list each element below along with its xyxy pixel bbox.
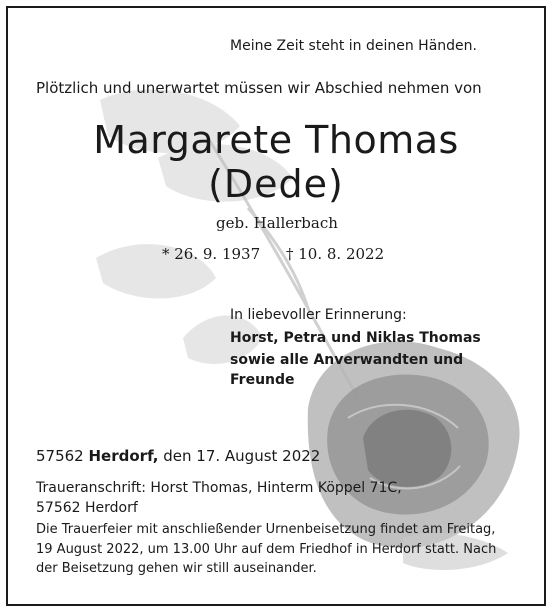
- funeral-note-line: der Beisetzung gehen wir still auseinander.: [36, 561, 317, 576]
- city: Herdorf,: [88, 447, 159, 465]
- postcode: 57562: [36, 447, 84, 465]
- mourning-address: Traueranschrift: Horst Thomas, Hinterm Köppel 71C,: [36, 480, 402, 496]
- family-line: Freunde: [230, 372, 295, 388]
- memory-line: In liebevoller Erinnerung:: [230, 307, 407, 323]
- obituary-notice: [6, 6, 546, 606]
- funeral-note-line: 19 August 2022, um 13.00 Uhr auf dem Friedhof in Herdorf statt. Nach: [36, 542, 497, 557]
- intro-line: Plötzlich und unerwartet müssen wir Abschied nehmen von: [36, 79, 482, 97]
- family-line: sowie alle Anverwandten und: [230, 352, 464, 368]
- maiden-name: geb. Hallerbach: [216, 214, 338, 232]
- death-date: † 10. 8. 2022: [286, 245, 385, 263]
- motto: Meine Zeit steht in deinen Händen.: [230, 38, 477, 54]
- birth-date: * 26. 9. 1937: [162, 245, 261, 263]
- funeral-note-line: Die Trauerfeier mit anschließender Urnenbeisetzung findet am Freitag,: [36, 522, 496, 537]
- place-date: [36, 447, 320, 465]
- date: den 17. August 2022: [163, 447, 321, 465]
- deceased-name: Margarete Thomas: [93, 118, 459, 162]
- mourning-address-city: 57562 Herdorf: [36, 500, 138, 516]
- nickname: (Dede): [208, 162, 344, 206]
- family-line: Horst, Petra und Niklas Thomas: [230, 330, 481, 346]
